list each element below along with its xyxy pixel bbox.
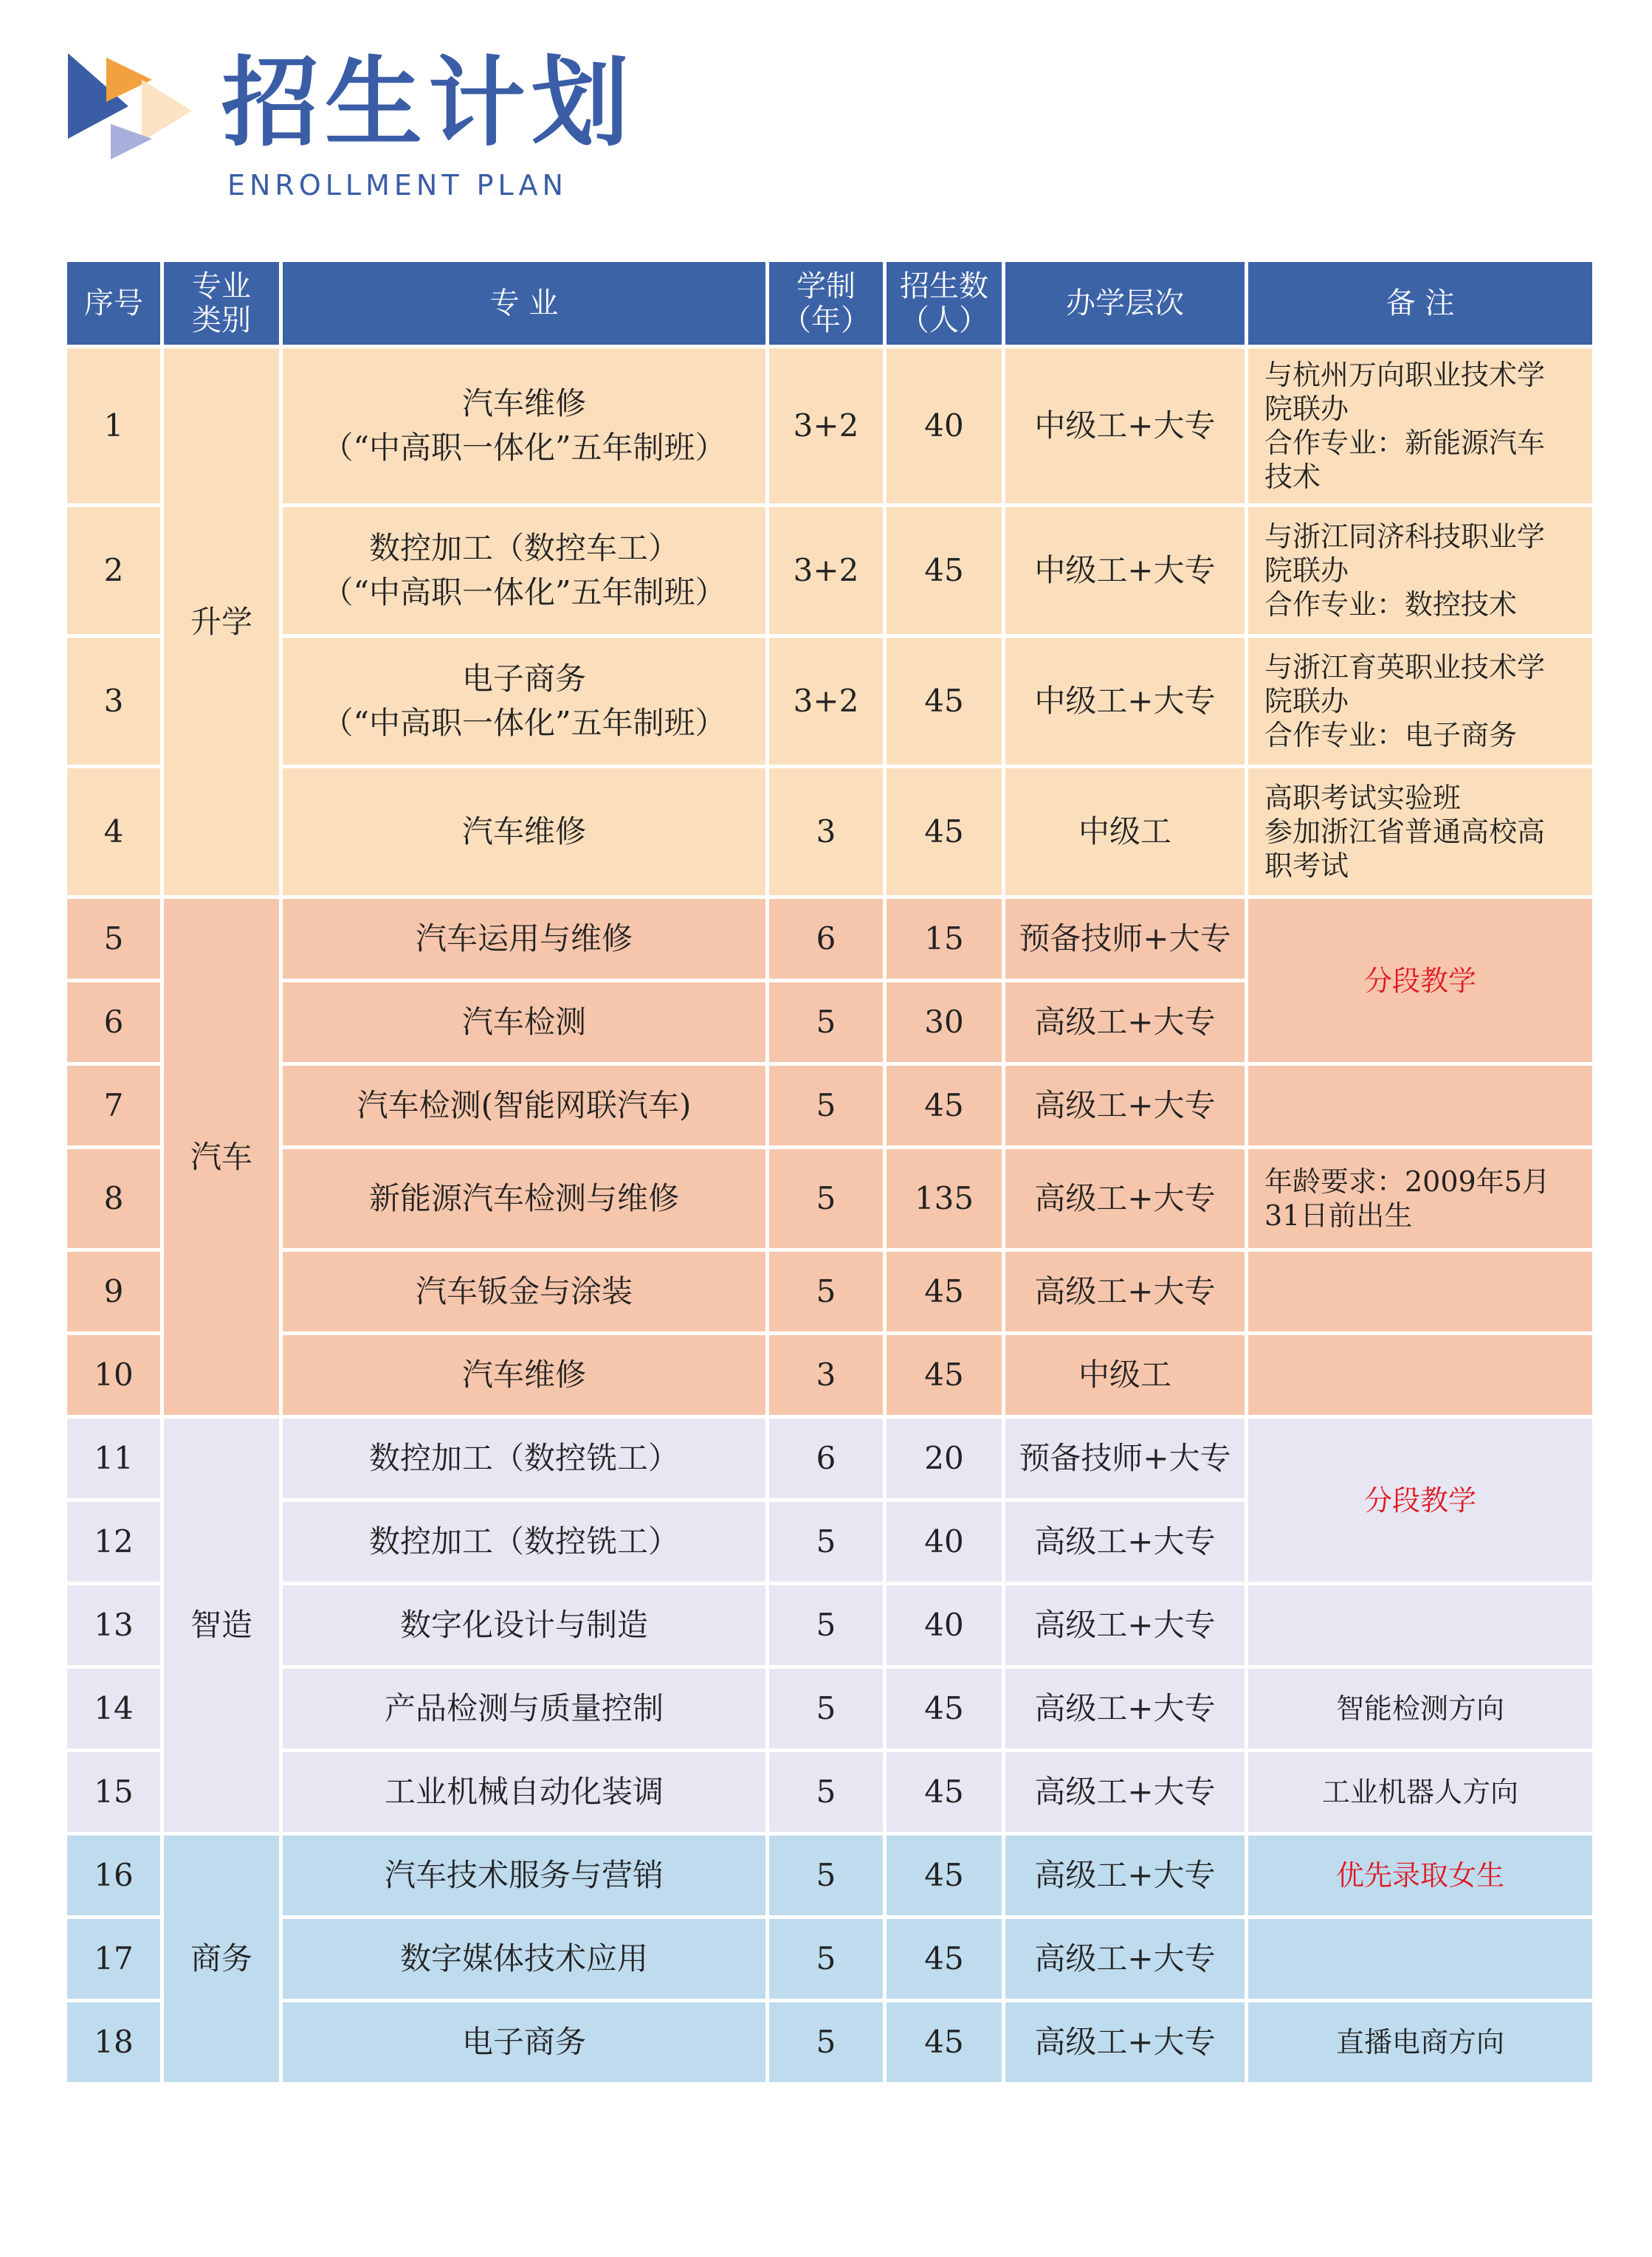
major-cell: 汽车技术服务与营销 <box>283 1836 765 1915</box>
count-cell: 45 <box>887 768 1002 895</box>
remark-cell: 与浙江育英职业技术学 院联办 合作专业：电子商务 <box>1248 638 1592 765</box>
level-cell: 中级工+大专 <box>1005 638 1245 765</box>
row-number: 17 <box>67 1919 160 1999</box>
years-cell: 3+2 <box>769 507 883 634</box>
count-cell: 45 <box>887 638 1002 765</box>
count-cell: 45 <box>887 1919 1002 1999</box>
remark-cell: 工业机器人方向 <box>1248 1752 1592 1832</box>
page-subtitle: ENROLLMENT PLAN <box>227 169 568 201</box>
row-number: 18 <box>67 2002 160 2082</box>
level-cell: 高级工+大专 <box>1005 1149 1245 1248</box>
row-number: 11 <box>67 1419 160 1498</box>
years-cell: 5 <box>769 1669 883 1748</box>
table-row <box>67 348 1592 503</box>
level-cell: 高级工+大专 <box>1005 1066 1245 1145</box>
major-cell: 汽车维修 （“中高职一体化”五年制班） <box>283 348 765 503</box>
level-cell: 高级工+大专 <box>1005 1919 1245 1999</box>
level-cell: 高级工+大专 <box>1005 1669 1245 1748</box>
major-cell: 汽车检测 <box>283 982 765 1062</box>
remark-cell: 年龄要求：2009年5月 31日前出生 <box>1248 1149 1592 1248</box>
major-cell: 汽车钣金与涂装 <box>283 1252 765 1331</box>
remark-cell: 与浙江同济科技职业学 院联办 合作专业：数控技术 <box>1248 507 1592 634</box>
remark-cell <box>1248 1585 1592 1665</box>
major-cell: 新能源汽车检测与维修 <box>283 1149 765 1248</box>
years-cell: 6 <box>769 1419 883 1498</box>
row-number: 5 <box>67 899 160 979</box>
remark-cell: 分段教学 <box>1248 899 1592 1062</box>
count-cell: 45 <box>887 1335 1002 1415</box>
row-number: 3 <box>67 638 160 765</box>
count-cell: 40 <box>887 1502 1002 1582</box>
table-row <box>67 638 1592 765</box>
table-row <box>67 1836 1592 1915</box>
years-cell: 5 <box>769 1149 883 1248</box>
category-cell: 升学 <box>164 348 279 895</box>
level-cell: 中级工 <box>1005 768 1245 895</box>
major-cell: 汽车维修 <box>283 768 765 895</box>
row-number: 10 <box>67 1335 160 1415</box>
level-cell: 高级工+大专 <box>1005 1252 1245 1331</box>
row-number: 2 <box>67 507 160 634</box>
row-number: 7 <box>67 1066 160 1145</box>
row-number: 14 <box>67 1669 160 1748</box>
major-cell: 数字化设计与制造 <box>283 1585 765 1665</box>
years-cell: 5 <box>769 1919 883 1999</box>
table-row <box>67 899 1592 979</box>
remark-cell: 智能检测方向 <box>1248 1669 1592 1748</box>
play-triangles-logo-icon <box>65 50 198 161</box>
remark-cell <box>1248 1066 1592 1145</box>
remark-cell: 优先录取女生 <box>1248 1836 1592 1915</box>
count-cell: 30 <box>887 982 1002 1062</box>
major-cell: 汽车运用与维修 <box>283 899 765 979</box>
category-cell: 商务 <box>164 1836 279 2082</box>
table-row <box>67 1669 1592 1748</box>
years-cell: 5 <box>769 1502 883 1582</box>
page-header <box>65 44 803 207</box>
level-cell: 高级工+大专 <box>1005 982 1245 1062</box>
major-cell: 工业机械自动化装调 <box>283 1752 765 1832</box>
level-cell: 预备技师+大专 <box>1005 899 1245 979</box>
years-cell: 3+2 <box>769 638 883 765</box>
col-header-major: 专 业 <box>283 262 765 345</box>
row-number: 9 <box>67 1252 160 1331</box>
table-row <box>67 1149 1592 1248</box>
years-cell: 5 <box>769 1585 883 1665</box>
col-header-number: 序号 <box>67 262 160 345</box>
years-cell: 6 <box>769 899 883 979</box>
count-cell: 45 <box>887 1752 1002 1832</box>
level-cell: 中级工+大专 <box>1005 348 1245 503</box>
col-header-category: 专业 类别 <box>164 262 279 345</box>
table-row <box>67 1335 1592 1415</box>
level-cell: 中级工+大专 <box>1005 507 1245 634</box>
years-cell: 5 <box>769 1066 883 1145</box>
major-cell: 电子商务 （“中高职一体化”五年制班） <box>283 638 765 765</box>
remark-cell <box>1248 1919 1592 1999</box>
row-number: 4 <box>67 768 160 895</box>
major-cell: 汽车检测(智能网联汽车) <box>283 1066 765 1145</box>
major-cell: 数控加工（数控铣工） <box>283 1502 765 1582</box>
years-cell: 5 <box>769 2002 883 2082</box>
table-row <box>67 1066 1592 1145</box>
row-number: 8 <box>67 1149 160 1248</box>
count-cell: 40 <box>887 1585 1002 1665</box>
major-cell: 数控加工（数控车工） （“中高职一体化”五年制班） <box>283 507 765 634</box>
remark-cell <box>1248 1252 1592 1331</box>
table-row <box>67 768 1592 895</box>
table-row <box>67 507 1592 634</box>
table-row <box>67 2002 1592 2082</box>
count-cell: 45 <box>887 1252 1002 1331</box>
years-cell: 5 <box>769 1752 883 1832</box>
row-number: 1 <box>67 348 160 503</box>
count-cell: 135 <box>887 1149 1002 1248</box>
col-header-count: 招生数 （人） <box>887 262 1002 345</box>
remark-cell: 高职考试实验班 参加浙江省普通高校高 职考试 <box>1248 768 1592 895</box>
level-cell: 高级工+大专 <box>1005 1585 1245 1665</box>
level-cell: 高级工+大专 <box>1005 1752 1245 1832</box>
years-cell: 5 <box>769 1252 883 1331</box>
remark-cell: 分段教学 <box>1248 1419 1592 1582</box>
row-number: 16 <box>67 1836 160 1915</box>
count-cell: 45 <box>887 507 1002 634</box>
count-cell: 40 <box>887 348 1002 503</box>
level-cell: 中级工 <box>1005 1335 1245 1415</box>
count-cell: 15 <box>887 899 1002 979</box>
row-number: 13 <box>67 1585 160 1665</box>
level-cell: 高级工+大专 <box>1005 1502 1245 1582</box>
table-header-row <box>67 262 1592 345</box>
level-cell: 高级工+大专 <box>1005 2002 1245 2082</box>
row-number: 6 <box>67 982 160 1062</box>
major-cell: 数控加工（数控铣工） <box>283 1419 765 1498</box>
remark-cell <box>1248 1335 1592 1415</box>
page-title: 招生计划 <box>221 46 635 160</box>
level-cell: 预备技师+大专 <box>1005 1419 1245 1498</box>
category-cell: 汽车 <box>164 899 279 1415</box>
table-row <box>67 1752 1592 1832</box>
enrollment-table <box>63 258 1596 2086</box>
major-cell: 电子商务 <box>283 2002 765 2082</box>
remark-cell: 直播电商方向 <box>1248 2002 1592 2082</box>
table-row <box>67 1252 1592 1331</box>
count-cell: 45 <box>887 2002 1002 2082</box>
years-cell: 5 <box>769 982 883 1062</box>
row-number: 15 <box>67 1752 160 1832</box>
table-row <box>67 1585 1592 1665</box>
level-cell: 高级工+大专 <box>1005 1836 1245 1915</box>
years-cell: 3 <box>769 768 883 895</box>
count-cell: 45 <box>887 1836 1002 1915</box>
remark-cell: 与杭州万向职业技术学 院联办 合作专业：新能源汽车 技术 <box>1248 348 1592 503</box>
table-row <box>67 1419 1592 1498</box>
count-cell: 20 <box>887 1419 1002 1498</box>
years-cell: 3+2 <box>769 348 883 503</box>
row-number: 12 <box>67 1502 160 1582</box>
col-header-level: 办学层次 <box>1005 262 1245 345</box>
major-cell: 汽车维修 <box>283 1335 765 1415</box>
major-cell: 数字媒体技术应用 <box>283 1919 765 1999</box>
years-cell: 5 <box>769 1836 883 1915</box>
count-cell: 45 <box>887 1669 1002 1748</box>
years-cell: 3 <box>769 1335 883 1415</box>
major-cell: 产品检测与质量控制 <box>283 1669 765 1748</box>
col-header-remark: 备 注 <box>1248 262 1592 345</box>
count-cell: 45 <box>887 1066 1002 1145</box>
category-cell: 智造 <box>164 1419 279 1832</box>
table-row <box>67 1919 1592 1999</box>
col-header-years: 学制 （年） <box>769 262 883 345</box>
